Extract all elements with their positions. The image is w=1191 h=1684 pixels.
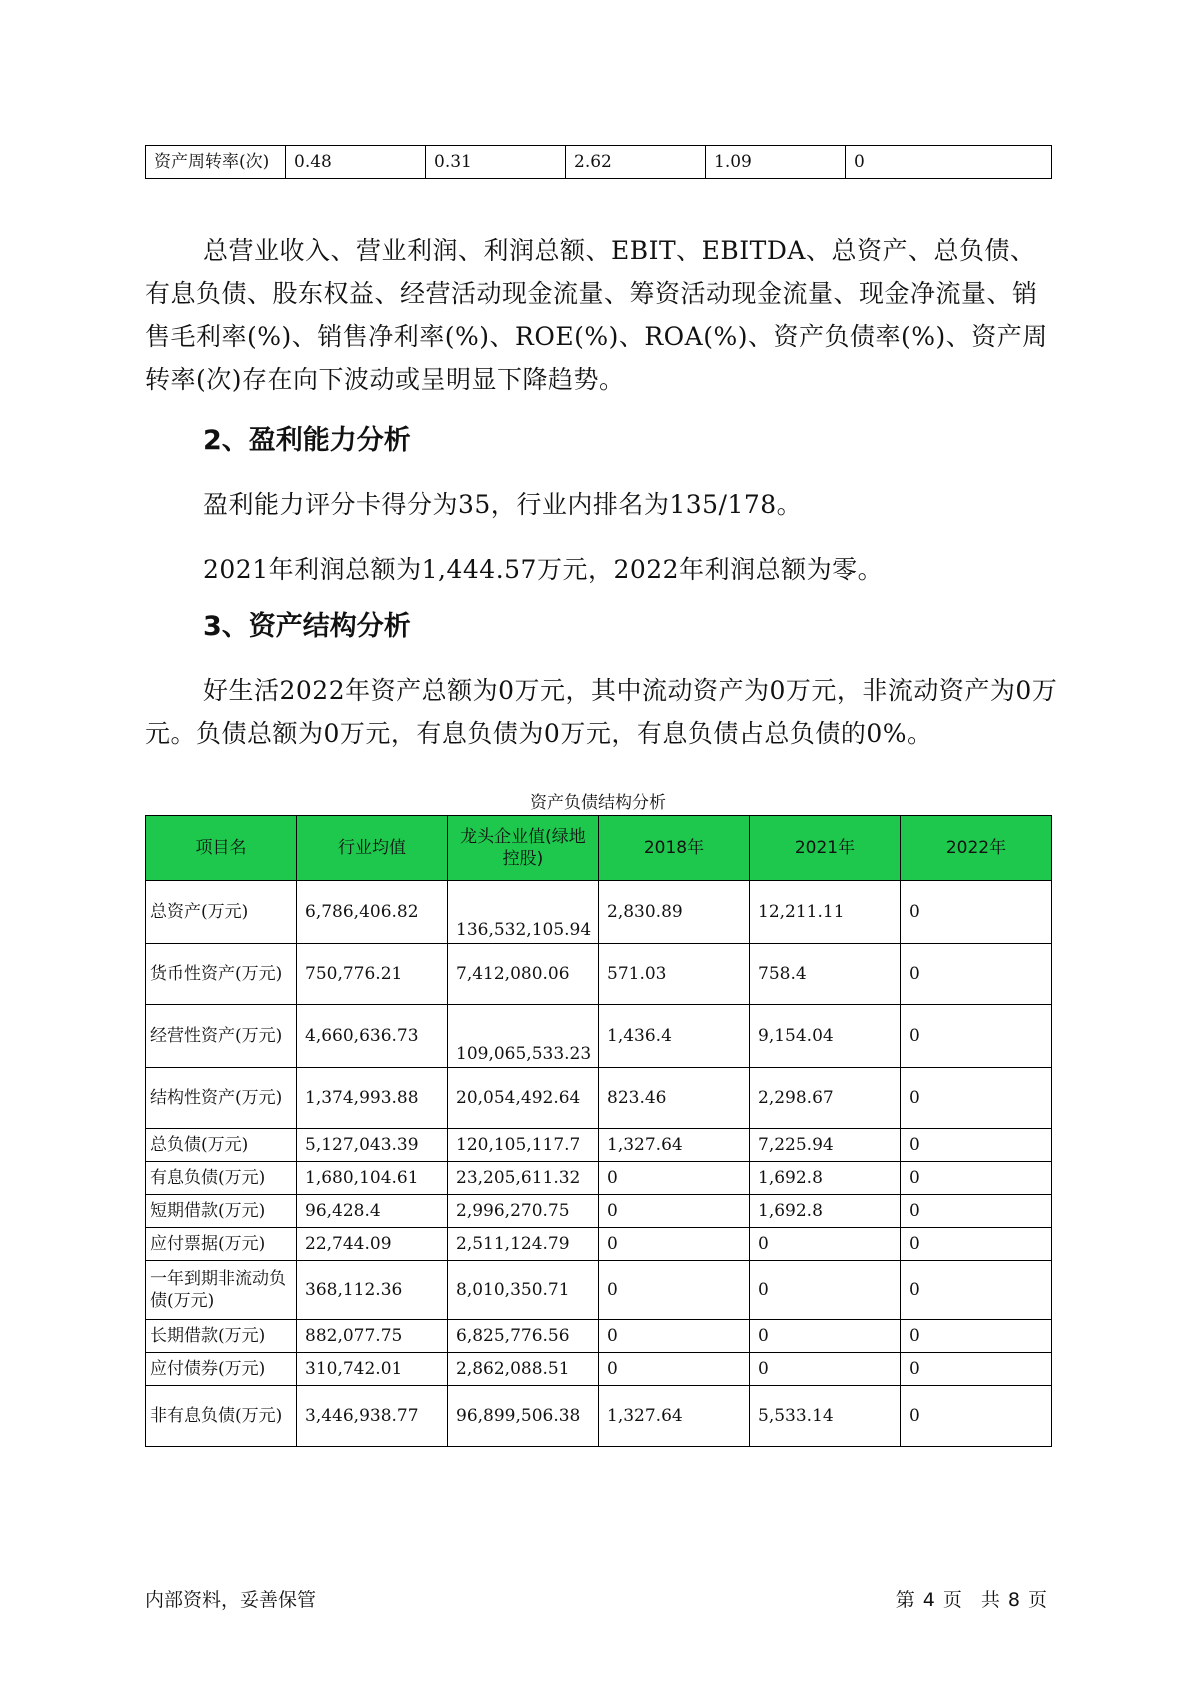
table-cell: 0 bbox=[901, 881, 1052, 944]
table-cell: 7,225.94 bbox=[750, 1129, 901, 1162]
table-cell: 0 bbox=[750, 1320, 901, 1353]
table-cell: 9,154.04 bbox=[750, 1005, 901, 1068]
table-cell: 0 bbox=[901, 1320, 1052, 1353]
table-cell: 应付票据(万元) bbox=[146, 1228, 297, 1261]
column-header: 项目名 bbox=[146, 816, 297, 881]
table-cell: 12,211.11 bbox=[750, 881, 901, 944]
table-row bbox=[146, 1320, 1052, 1353]
table-cell: 310,742.01 bbox=[297, 1353, 448, 1386]
table-cell: 882,077.75 bbox=[297, 1320, 448, 1353]
table-cell: 4,660,636.73 bbox=[297, 1005, 448, 1068]
table-cell: 0 bbox=[599, 1353, 750, 1386]
table-cell: 1,692.8 bbox=[750, 1162, 901, 1195]
trend-paragraph: 总营业收入、营业利润、利润总额、EBIT、EBITDA、总资产、总负债、有息负债、股东权益、经营活动现金流量、筹资活动现金流量、现金净流量、销售毛利率(%)、销售净利率(%)、ROE(%)、ROA(%)、资产负债率(%)、资产周转率(次)存在向下波动或呈明显下降趋势。 bbox=[145, 236, 1048, 394]
table-cell: 5,127,043.39 bbox=[297, 1129, 448, 1162]
page-prefix: 第 bbox=[895, 1589, 915, 1611]
table-row bbox=[146, 1195, 1052, 1228]
table-row bbox=[146, 146, 1052, 179]
table-cell: 2,298.67 bbox=[750, 1068, 901, 1129]
table-cell: 0.48 bbox=[286, 146, 426, 179]
page-total: 8 bbox=[1007, 1589, 1020, 1611]
table-cell: 0 bbox=[901, 1228, 1052, 1261]
table-cell: 结构性资产(万元) bbox=[146, 1068, 297, 1129]
table-row bbox=[146, 1386, 1052, 1447]
table-cell: 750,776.21 bbox=[297, 944, 448, 1005]
profit-total-paragraph: 2021年利润总额为1,444.57万元，2022年利润总额为零。 bbox=[203, 555, 884, 584]
table-row bbox=[146, 1068, 1052, 1129]
table-cell: 109,065,533.23 bbox=[448, 1005, 599, 1068]
page-number bbox=[892, 1585, 1051, 1612]
table-cell: 5,533.14 bbox=[750, 1386, 901, 1447]
table-cell: 96,428.4 bbox=[297, 1195, 448, 1228]
table-cell: 0 bbox=[750, 1353, 901, 1386]
table-cell: 0 bbox=[846, 146, 1052, 179]
column-header: 行业均值 bbox=[297, 816, 448, 881]
table-cell: 1,327.64 bbox=[599, 1129, 750, 1162]
table-cell: 货币性资产(万元) bbox=[146, 944, 297, 1005]
table-caption: 资产负债结构分析 bbox=[530, 793, 666, 813]
table-cell: 2,511,124.79 bbox=[448, 1228, 599, 1261]
column-header: 2021年 bbox=[750, 816, 901, 881]
section-heading-profitability: 2、盈利能力分析 bbox=[203, 425, 411, 456]
table-cell: 2.62 bbox=[566, 146, 706, 179]
table-cell: 7,412,080.06 bbox=[448, 944, 599, 1005]
profitability-score-paragraph: 盈利能力评分卡得分为35，行业内排名为135/178。 bbox=[203, 490, 803, 519]
table-cell: 0 bbox=[750, 1261, 901, 1320]
table-cell: 0 bbox=[901, 1068, 1052, 1129]
table-row bbox=[146, 1353, 1052, 1386]
table-cell: 一年到期非流动负债(万元) bbox=[146, 1261, 297, 1320]
page-suffix: 页 bbox=[1027, 1589, 1047, 1611]
table-row bbox=[146, 1261, 1052, 1320]
table-row bbox=[146, 1129, 1052, 1162]
table-cell: 短期借款(万元) bbox=[146, 1195, 297, 1228]
table-cell: 23,205,611.32 bbox=[448, 1162, 599, 1195]
table-cell: 有息负债(万元) bbox=[146, 1162, 297, 1195]
table-cell: 0.31 bbox=[426, 146, 566, 179]
table-cell: 136,532,105.94 bbox=[448, 881, 599, 944]
table-cell: 2,862,088.51 bbox=[448, 1353, 599, 1386]
table-row bbox=[146, 881, 1052, 944]
table-cell: 0 bbox=[901, 1386, 1052, 1447]
section-heading-asset-structure: 3、资产结构分析 bbox=[203, 611, 411, 642]
column-header: 2018年 bbox=[599, 816, 750, 881]
table-cell: 总资产(万元) bbox=[146, 881, 297, 944]
table-header-row bbox=[146, 816, 1052, 881]
table-cell: 0 bbox=[599, 1162, 750, 1195]
table-cell: 经营性资产(万元) bbox=[146, 1005, 297, 1068]
asset-liability-table bbox=[145, 815, 1052, 1447]
table-cell: 0 bbox=[901, 1005, 1052, 1068]
table-cell: 2,996,270.75 bbox=[448, 1195, 599, 1228]
table-cell: 8,010,350.71 bbox=[448, 1261, 599, 1320]
page-current: 4 bbox=[922, 1589, 935, 1611]
table-cell: 368,112.36 bbox=[297, 1261, 448, 1320]
page-mid: 页 共 bbox=[942, 1589, 1000, 1611]
table-cell: 20,054,492.64 bbox=[448, 1068, 599, 1129]
table-cell: 2,830.89 bbox=[599, 881, 750, 944]
table-cell: 应付债券(万元) bbox=[146, 1353, 297, 1386]
table-cell: 758.4 bbox=[750, 944, 901, 1005]
table-cell: 3,446,938.77 bbox=[297, 1386, 448, 1447]
column-header: 龙头企业值(绿地控股) bbox=[448, 816, 599, 881]
table-cell: 6,786,406.82 bbox=[297, 881, 448, 944]
table-cell: 0 bbox=[901, 1195, 1052, 1228]
table-cell: 1,327.64 bbox=[599, 1386, 750, 1447]
table-cell: 0 bbox=[901, 944, 1052, 1005]
table-cell: 总负债(万元) bbox=[146, 1129, 297, 1162]
table-cell: 0 bbox=[901, 1353, 1052, 1386]
table-row bbox=[146, 1162, 1052, 1195]
table-cell: 1,692.8 bbox=[750, 1195, 901, 1228]
top-table-fragment bbox=[145, 145, 1052, 179]
table-cell: 0 bbox=[599, 1320, 750, 1353]
table-cell: 0 bbox=[901, 1261, 1052, 1320]
table-cell: 0 bbox=[750, 1228, 901, 1261]
table-cell: 1.09 bbox=[706, 146, 846, 179]
table-cell: 0 bbox=[901, 1162, 1052, 1195]
column-header: 2022年 bbox=[901, 816, 1052, 881]
table-cell: 6,825,776.56 bbox=[448, 1320, 599, 1353]
table-cell: 资产周转率(次) bbox=[146, 146, 286, 179]
table-cell: 22,744.09 bbox=[297, 1228, 448, 1261]
table-cell: 0 bbox=[599, 1228, 750, 1261]
table-cell: 120,105,117.7 bbox=[448, 1129, 599, 1162]
table-cell: 1,680,104.61 bbox=[297, 1162, 448, 1195]
table-cell: 0 bbox=[599, 1261, 750, 1320]
table-row bbox=[146, 1005, 1052, 1068]
table-row bbox=[146, 944, 1052, 1005]
table-cell: 长期借款(万元) bbox=[146, 1320, 297, 1353]
table-cell: 0 bbox=[599, 1195, 750, 1228]
table-cell: 0 bbox=[901, 1129, 1052, 1162]
table-cell: 96,899,506.38 bbox=[448, 1386, 599, 1447]
table-cell: 823.46 bbox=[599, 1068, 750, 1129]
table-cell: 非有息负债(万元) bbox=[146, 1386, 297, 1447]
table-cell: 1,374,993.88 bbox=[297, 1068, 448, 1129]
table-cell: 1,436.4 bbox=[599, 1005, 750, 1068]
table-row bbox=[146, 1228, 1052, 1261]
table-cell: 571.03 bbox=[599, 944, 750, 1005]
footer-confidential-note: 内部资料，妥善保管 bbox=[145, 1589, 317, 1611]
asset-structure-paragraph: 好生活2022年资产总额为0万元，其中流动资产为0万元，非流动资产为0万元。负债总额为0万元，有息负债为0万元，有息负债占总负债的0%。 bbox=[145, 676, 1058, 748]
